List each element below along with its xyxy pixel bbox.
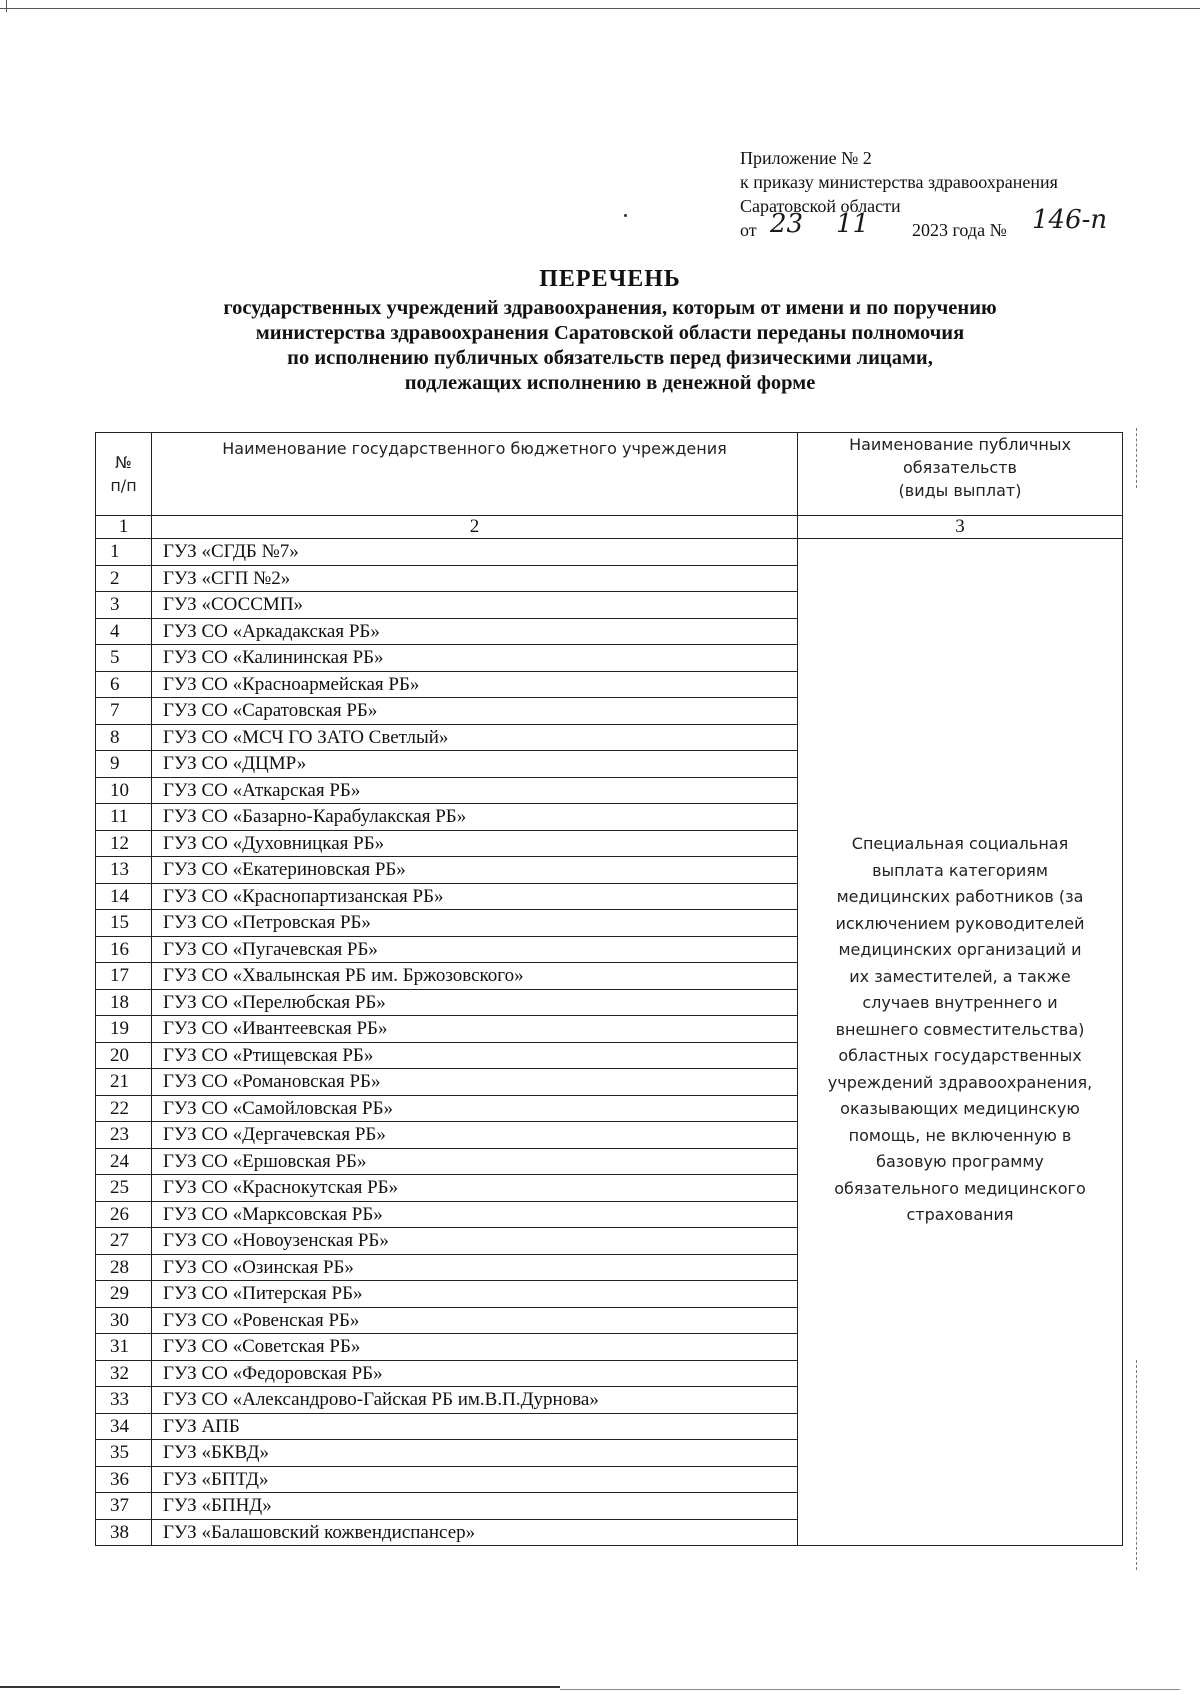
row-number: 1 xyxy=(96,539,152,566)
year-label: 2023 года № xyxy=(912,220,1007,240)
institution-name: ГУЗ «СГДБ №7» xyxy=(152,539,798,566)
obligation-line: обязательного медицинского xyxy=(834,1178,1086,1198)
institution-name: ГУЗ СО «Екатериновская РБ» xyxy=(152,857,798,884)
document-subtitle-line-1: государственных учреждений здравоохранения, которым от имени и по поручению xyxy=(223,297,997,319)
handwritten-day: 23 xyxy=(770,209,804,239)
row-number: 3 xyxy=(96,592,152,619)
obligation-line: базовую программу xyxy=(876,1152,1044,1171)
row-number: 29 xyxy=(96,1281,152,1308)
institution-name: ГУЗ СО «Саратовская РБ» xyxy=(152,698,798,725)
obligation-line: помощь, не включенную в xyxy=(848,1125,1072,1145)
from-label: от xyxy=(740,220,757,240)
scan-edge-bottom-right xyxy=(560,1689,1180,1690)
row-number: 7 xyxy=(96,698,152,725)
row-number: 15 xyxy=(96,910,152,937)
institution-name: ГУЗ СО «МСЧ ГО ЗАТО Светлый» xyxy=(152,724,798,751)
table-header-row xyxy=(96,433,1123,516)
institution-name: ГУЗ СО «Дергачевская РБ» xyxy=(152,1122,798,1149)
document-title-block xyxy=(140,262,1080,396)
institution-name: ГУЗ СО «Ровенская РБ» xyxy=(152,1307,798,1334)
column-index-2: 2 xyxy=(152,516,798,539)
institution-name: ГУЗ СО «Александрово-Гайская РБ им.В.П.Дурнова» xyxy=(152,1387,798,1414)
header-oblig-line-2: обязательств xyxy=(903,458,1017,477)
header-num-line-1: № xyxy=(115,453,132,472)
obligation-line: медицинских организаций и xyxy=(838,940,1082,959)
institution-name: ГУЗ СО «Краснокутская РБ» xyxy=(152,1175,798,1202)
obligation-line: внешнего совместительства) xyxy=(835,1019,1085,1039)
column-index-3: 3 xyxy=(798,516,1123,539)
institution-name: ГУЗ СО «Марксовская РБ» xyxy=(152,1201,798,1228)
row-number: 12 xyxy=(96,830,152,857)
header-obligations xyxy=(798,433,1123,516)
institution-name: ГУЗ СО «Краснопартизанская РБ» xyxy=(152,883,798,910)
institution-name: ГУЗ СО «Романовская РБ» xyxy=(152,1069,798,1096)
scan-edge-top xyxy=(0,8,1200,9)
document-subtitle-line-4: подлежащих исполнению в денежной форме xyxy=(404,372,816,394)
row-number: 26 xyxy=(96,1201,152,1228)
institution-name: ГУЗ СО «Самойловская РБ» xyxy=(152,1095,798,1122)
institution-name: ГУЗ СО «Озинская РБ» xyxy=(152,1254,798,1281)
institution-name: ГУЗ СО «Федоровская РБ» xyxy=(152,1360,798,1387)
scan-speck xyxy=(624,214,627,217)
appendix-line-1: Приложение № 2 xyxy=(740,148,872,168)
institutions-table xyxy=(95,432,1123,1546)
institution-name: ГУЗ СО «Базарно-Карабулакская РБ» xyxy=(152,804,798,831)
institution-name: ГУЗ СО «Новоузенская РБ» xyxy=(152,1228,798,1255)
appendix-line-2: к приказу министерства здравоохранения xyxy=(740,172,1058,192)
document-subtitle-line-3: по исполнению публичных обязательств перед физическими лицами, xyxy=(287,347,933,369)
column-index-row xyxy=(96,516,1123,539)
row-number: 32 xyxy=(96,1360,152,1387)
institution-name: ГУЗ СО «Аркадакская РБ» xyxy=(152,618,798,645)
institution-name: ГУЗ СО «Ивантеевская РБ» xyxy=(152,1016,798,1043)
institution-name: ГУЗ СО «Ртищевская РБ» xyxy=(152,1042,798,1069)
row-number: 28 xyxy=(96,1254,152,1281)
row-number: 10 xyxy=(96,777,152,804)
row-number: 13 xyxy=(96,857,152,884)
row-number: 19 xyxy=(96,1016,152,1043)
row-number: 23 xyxy=(96,1122,152,1149)
row-number: 24 xyxy=(96,1148,152,1175)
row-number: 14 xyxy=(96,883,152,910)
row-number: 27 xyxy=(96,1228,152,1255)
row-number: 25 xyxy=(96,1175,152,1202)
institution-name: ГУЗ СО «Советская РБ» xyxy=(152,1334,798,1361)
row-number: 36 xyxy=(96,1466,152,1493)
institution-name: ГУЗ АПБ xyxy=(152,1413,798,1440)
appendix-block xyxy=(740,146,1108,248)
institution-name: ГУЗ «Балашовский кожвендиспансер» xyxy=(152,1519,798,1546)
row-number: 17 xyxy=(96,963,152,990)
row-number: 30 xyxy=(96,1307,152,1334)
scan-edge-left xyxy=(6,0,7,12)
row-number: 8 xyxy=(96,724,152,751)
institution-name: ГУЗ «БПТД» xyxy=(152,1466,798,1493)
row-number: 33 xyxy=(96,1387,152,1414)
row-number: 18 xyxy=(96,989,152,1016)
obligation-line: их заместителей, а также xyxy=(849,966,1071,986)
obligation-line: оказывающих медицинскую xyxy=(840,1099,1080,1118)
institution-name: ГУЗ СО «Аткарская РБ» xyxy=(152,777,798,804)
institution-name: ГУЗ СО «Петровская РБ» xyxy=(152,910,798,937)
obligation-line: выплата категориям xyxy=(872,860,1048,880)
header-num xyxy=(96,433,152,516)
obligation-line: случаев внутреннего и xyxy=(862,993,1058,1012)
row-number: 22 xyxy=(96,1095,152,1122)
row-number: 20 xyxy=(96,1042,152,1069)
header-oblig-line-1: Наименование публичных xyxy=(849,435,1071,454)
obligation-line: учреждений здравоохранения, xyxy=(827,1072,1093,1092)
header-oblig-line-3: (виды выплат) xyxy=(898,481,1022,500)
row-number: 4 xyxy=(96,618,152,645)
row-number: 5 xyxy=(96,645,152,672)
institution-name: ГУЗ СО «Питерская РБ» xyxy=(152,1281,798,1308)
table-row xyxy=(96,539,1123,566)
document-title: ПЕРЕЧЕНЬ xyxy=(539,266,681,292)
header-name: Наименование государственного бюджетного учреждения xyxy=(152,433,798,516)
obligation-description xyxy=(798,539,1123,1546)
row-number: 2 xyxy=(96,565,152,592)
obligation-line: страхования xyxy=(906,1205,1014,1224)
row-number: 9 xyxy=(96,751,152,778)
obligation-line: Специальная социальная xyxy=(851,834,1069,853)
institution-name: ГУЗ СО «Красноармейская РБ» xyxy=(152,671,798,698)
row-number: 11 xyxy=(96,804,152,831)
header-num-line-2: п/п xyxy=(110,476,137,495)
row-number: 37 xyxy=(96,1493,152,1520)
institution-name: ГУЗ «БПНД» xyxy=(152,1493,798,1520)
row-number: 21 xyxy=(96,1069,152,1096)
handwritten-month: 11 xyxy=(836,209,870,239)
row-number: 16 xyxy=(96,936,152,963)
scan-edge-bottom xyxy=(0,1686,560,1688)
row-number: 6 xyxy=(96,671,152,698)
institution-name: ГУЗ СО «Калининская РБ» xyxy=(152,645,798,672)
institution-name: ГУЗ «СГП №2» xyxy=(152,565,798,592)
obligation-line: исключением руководителей xyxy=(835,913,1085,933)
institution-name: ГУЗ СО «Перелюбская РБ» xyxy=(152,989,798,1016)
row-number: 38 xyxy=(96,1519,152,1546)
row-number: 31 xyxy=(96,1334,152,1361)
institution-name: ГУЗ СО «Духовницкая РБ» xyxy=(152,830,798,857)
institution-name: ГУЗ «БКВД» xyxy=(152,1440,798,1467)
obligation-line: медицинских работников (за xyxy=(836,887,1084,906)
document-subtitle-line-2: министерства здравоохранения Саратовской области переданы полномочия xyxy=(255,322,965,344)
column-index-1: 1 xyxy=(96,516,152,539)
institution-name: ГУЗ СО «Пугачевская РБ» xyxy=(152,936,798,963)
handwritten-number: 146-п xyxy=(1032,205,1108,235)
appendix-line-3: Саратовской области xyxy=(740,196,901,216)
institution-name: ГУЗ СО «ДЦМР» xyxy=(152,751,798,778)
institution-name: ГУЗ «СОССМП» xyxy=(152,592,798,619)
scan-dash-right-top xyxy=(1136,428,1137,488)
institution-name: ГУЗ СО «Хвалынская РБ им. Бржозовского» xyxy=(152,963,798,990)
row-number: 34 xyxy=(96,1413,152,1440)
scan-dash-right-bottom xyxy=(1136,1360,1137,1570)
row-number: 35 xyxy=(96,1440,152,1467)
institution-name: ГУЗ СО «Ершовская РБ» xyxy=(152,1148,798,1175)
obligation-line: областных государственных xyxy=(838,1046,1082,1065)
